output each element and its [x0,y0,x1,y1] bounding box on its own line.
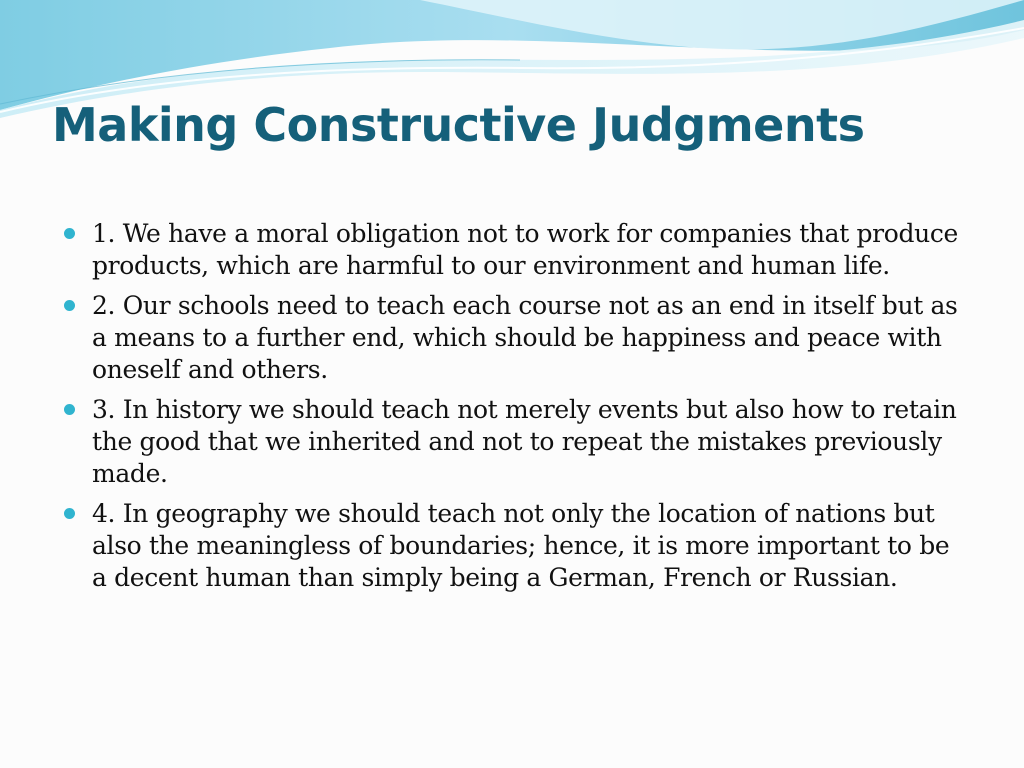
bullet-icon [64,508,75,519]
bullet-text: 3. In history we should teach not merely events but also how to retain the good that we inherited and not to repeat the mistakes previously made. [92,395,957,488]
bullet-list [62,218,962,602]
bullet-icon [64,404,75,415]
bullet-text: 1. We have a moral obligation not to work for companies that produce products, which are harmful to our environment and human life. [92,219,958,280]
bullet-text: 4. In geography we should teach not only the location of nations but also the meaningless of boundaries; hence, it is more important to be a decent human than simply being a German, French or Russian. [92,499,950,592]
bullet-item [62,290,962,386]
bullet-text: 2. Our schools need to teach each course not as an end in itself but as a means to a further end, which should be happiness and peace with oneself and others. [92,291,958,384]
bullet-icon [64,300,75,311]
slide-title: Making Constructive Judgments [52,98,865,152]
bullet-item [62,498,962,594]
bullet-item [62,218,962,282]
bullet-item [62,394,962,490]
bullet-icon [64,228,75,239]
